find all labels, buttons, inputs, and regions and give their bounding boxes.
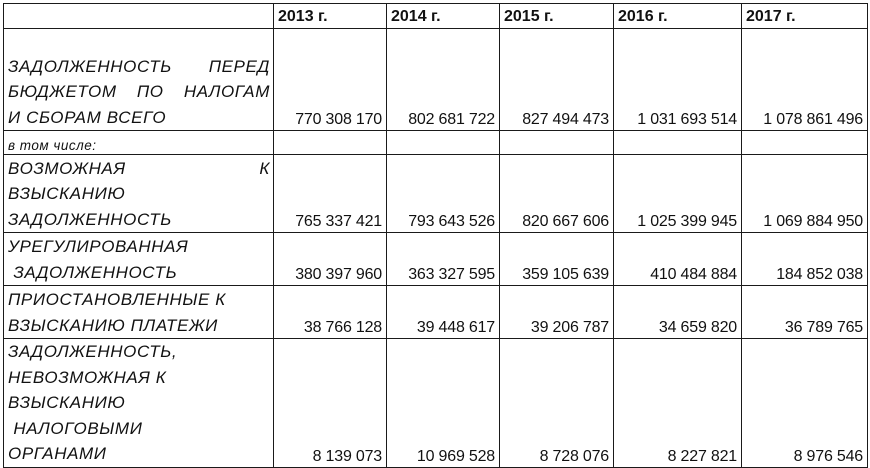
- value-cell-2014: 363 327 595: [387, 233, 500, 286]
- value-cell-2013: 38 766 128: [274, 286, 387, 339]
- row-label-line: И СБОРАМ ВСЕГО: [8, 107, 167, 127]
- value-cell-2014: 793 643 526: [387, 155, 500, 233]
- value-cell-2016: 1 025 399 945: [614, 155, 742, 233]
- value-cell-2013: 765 337 421: [274, 155, 387, 233]
- row-label-line: ЗАДОЛЖЕННОСТЬ: [8, 209, 172, 229]
- row-label: в том числе:: [4, 131, 274, 155]
- header-cell-2015: 2015 г.: [500, 4, 614, 29]
- value-cell-2013: 8 139 073: [274, 339, 387, 468]
- value-cell-2014: [387, 131, 500, 155]
- table-row-uncollectible-debt: [4, 339, 868, 468]
- row-label-line: ЗАДОЛЖЕННОСТЬ ПЕРЕД: [8, 56, 270, 76]
- tax-debt-table: [3, 3, 868, 468]
- value-cell-2014: 10 969 528: [387, 339, 500, 468]
- value-cell-2016: 410 484 884: [614, 233, 742, 286]
- value-cell-2013: [274, 131, 387, 155]
- row-label-line: УРЕГУЛИРОВАННАЯ: [8, 237, 189, 256]
- row-label-line: ВЗЫСКАНИЮ: [8, 393, 126, 412]
- row-label: [4, 155, 274, 233]
- value-cell-2016: 34 659 820: [614, 286, 742, 339]
- value-cell-2013: 770 308 170: [274, 29, 387, 131]
- row-label: [4, 233, 274, 286]
- header-cell-2017: 2017 г.: [742, 4, 868, 29]
- value-cell-2015: 8 728 076: [500, 339, 614, 468]
- row-label-line: ВОЗМОЖНАЯ К: [8, 158, 270, 178]
- value-cell-2017: 36 789 765: [742, 286, 868, 339]
- value-cell-2016: 1 031 693 514: [614, 29, 742, 131]
- row-label-line: ОРГАНАМИ: [8, 444, 107, 463]
- table-row-suspended-payments: [4, 286, 868, 339]
- header-cell-label: [4, 4, 274, 29]
- row-label-line: ПРИОСТАНОВЛЕННЫЕ К: [8, 290, 226, 309]
- header-cell-2016: 2016 г.: [614, 4, 742, 29]
- table-row-total-debt: [4, 29, 868, 131]
- value-cell-2017: 184 852 038: [742, 233, 868, 286]
- value-cell-2015: 820 667 606: [500, 155, 614, 233]
- row-label-line: ЗАДОЛЖЕННОСТЬ: [8, 262, 178, 282]
- table-row-collectible-debt: [4, 155, 868, 233]
- row-label-line: НЕВОЗМОЖНАЯ К: [8, 367, 167, 387]
- value-cell-2015: 39 206 787: [500, 286, 614, 339]
- value-cell-2014: 39 448 617: [387, 286, 500, 339]
- value-cell-2017: [742, 131, 868, 155]
- row-label-line: ВЗЫСКАНИЮ: [8, 184, 126, 203]
- table-row-settled-debt: [4, 233, 868, 286]
- header-cell-2014: 2014 г.: [387, 4, 500, 29]
- row-label-line: ВЗЫСКАНИЮ ПЛАТЕЖИ: [8, 315, 218, 335]
- value-cell-2017: 1 078 861 496: [742, 29, 868, 131]
- row-label-line: НАЛОГОВЫМИ: [8, 418, 143, 438]
- row-label-line: ЗАДОЛЖЕННОСТЬ,: [8, 342, 178, 361]
- value-cell-2015: [500, 131, 614, 155]
- row-label: [4, 339, 274, 468]
- value-cell-2015: 827 494 473: [500, 29, 614, 131]
- row-label: [4, 286, 274, 339]
- header-row: [4, 4, 868, 29]
- value-cell-2016: 8 227 821: [614, 339, 742, 468]
- value-cell-2017: 1 069 884 950: [742, 155, 868, 233]
- row-label-line: БЮДЖЕТОМ ПО НАЛОГАМ: [8, 82, 270, 101]
- value-cell-2016: [614, 131, 742, 155]
- value-cell-2015: 359 105 639: [500, 233, 614, 286]
- value-cell-2017: 8 976 546: [742, 339, 868, 468]
- table-row-including: [4, 131, 868, 155]
- value-cell-2014: 802 681 722: [387, 29, 500, 131]
- value-cell-2013: 380 397 960: [274, 233, 387, 286]
- row-label: [4, 29, 274, 131]
- header-cell-2013: 2013 г.: [274, 4, 387, 29]
